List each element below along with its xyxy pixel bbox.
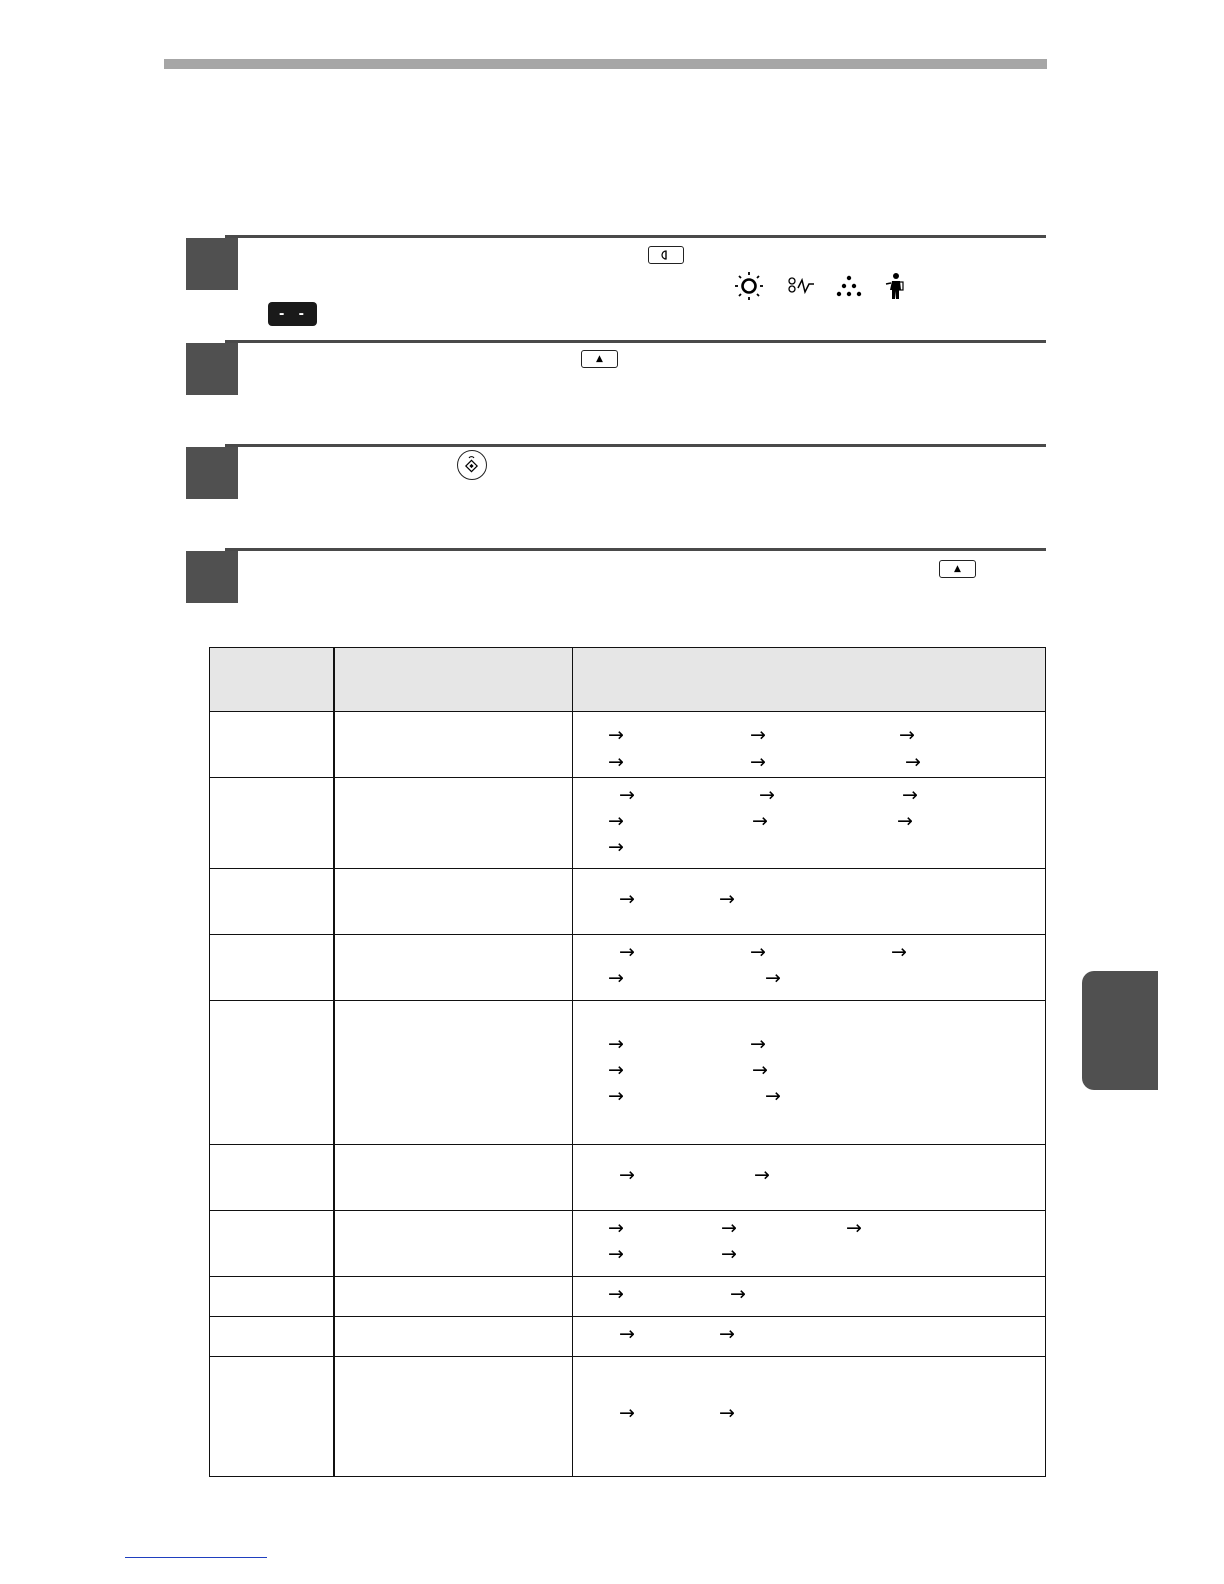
arrow-icon: →	[619, 941, 635, 963]
contrast-key-icon	[648, 246, 684, 264]
settings-cell	[573, 1211, 1046, 1277]
arrow-icon: →	[608, 810, 624, 832]
header-cell	[210, 648, 334, 712]
arrow-icon: →	[619, 784, 635, 806]
table-row	[210, 1001, 1046, 1145]
arrow-icon: →	[765, 967, 781, 989]
table-row	[210, 935, 1046, 1001]
arrow-icon: →	[765, 1085, 781, 1107]
arrow-icon: →	[719, 888, 735, 910]
step-4	[186, 548, 1046, 608]
settings-cell	[573, 712, 1046, 778]
name-cell	[334, 1211, 573, 1277]
arrow-icon: →	[905, 751, 921, 773]
arrow-icon: →	[619, 1164, 635, 1186]
arrow-icon: →	[891, 941, 907, 963]
name-cell	[334, 1317, 573, 1357]
program-cell	[210, 1317, 334, 1357]
program-cell	[210, 712, 334, 778]
settings-cell	[573, 1277, 1046, 1317]
footer-link-underline	[125, 1557, 267, 1558]
step-number-box	[186, 343, 238, 395]
up-arrow-key-icon: ▲	[581, 350, 618, 368]
arrow-icon: →	[608, 1243, 624, 1265]
header-cell	[573, 648, 1046, 712]
table-header-row	[210, 648, 1046, 712]
step-number-box	[186, 447, 238, 499]
arrow-icon: →	[750, 751, 766, 773]
table-row	[210, 1277, 1046, 1317]
start-key-icon	[457, 450, 487, 480]
chapter-tab	[1082, 971, 1158, 1090]
table-row	[210, 778, 1046, 869]
settings-cell	[573, 1145, 1046, 1211]
user-figure-icon	[884, 272, 906, 300]
arrow-icon: →	[608, 751, 624, 773]
name-cell	[334, 1001, 573, 1145]
settings-cell	[573, 935, 1046, 1001]
arrow-icon: →	[608, 1033, 624, 1055]
arrow-icon: →	[846, 1217, 862, 1239]
settings-cell	[573, 778, 1046, 869]
up-arrow-key-icon: ▲	[939, 560, 976, 578]
arrow-icon: →	[608, 1217, 624, 1239]
program-cell	[210, 1277, 334, 1317]
arrow-icon: →	[608, 967, 624, 989]
name-cell	[334, 778, 573, 869]
program-cell	[210, 778, 334, 869]
arrow-icon: →	[752, 810, 768, 832]
arrow-icon: →	[719, 1323, 735, 1345]
toner-dots-icon	[836, 274, 862, 298]
top-rule	[164, 59, 1047, 69]
arrow-icon: →	[899, 724, 915, 746]
settings-cell	[573, 1357, 1046, 1477]
step-divider	[225, 444, 1046, 447]
table-row	[210, 1317, 1046, 1357]
arrow-icon: →	[750, 724, 766, 746]
arrow-icon: →	[750, 941, 766, 963]
program-cell	[210, 1145, 334, 1211]
arrow-icon: →	[608, 836, 624, 858]
arrow-icon: →	[721, 1243, 737, 1265]
table-row	[210, 1211, 1046, 1277]
table-row	[210, 1145, 1046, 1211]
program-cell	[210, 935, 334, 1001]
program-cell	[210, 1357, 334, 1477]
arrow-icon: →	[902, 784, 918, 806]
name-cell	[334, 1357, 573, 1477]
settings-cell	[573, 1317, 1046, 1357]
arrow-icon: →	[754, 1164, 770, 1186]
program-cell	[210, 869, 334, 935]
table-row	[210, 1357, 1046, 1477]
step-divider	[225, 235, 1046, 238]
name-cell	[334, 869, 573, 935]
arrow-icon: →	[608, 1283, 624, 1305]
program-cell	[210, 1001, 334, 1145]
settings-table	[209, 647, 1046, 1477]
step-divider	[225, 548, 1046, 551]
name-cell	[334, 712, 573, 778]
name-cell	[334, 1145, 573, 1211]
display-readout: - -	[268, 302, 317, 326]
arrow-icon: →	[608, 1059, 624, 1081]
arrow-icon: →	[619, 888, 635, 910]
settings-cell	[573, 869, 1046, 935]
arrow-icon: →	[750, 1033, 766, 1055]
step-number-box	[186, 238, 238, 290]
name-cell	[334, 1277, 573, 1317]
step-number-box	[186, 551, 238, 603]
step-3	[186, 444, 1046, 504]
name-cell	[334, 935, 573, 1001]
arrow-icon: →	[608, 724, 624, 746]
arrow-icon: →	[619, 1402, 635, 1424]
arrow-icon: →	[759, 784, 775, 806]
arrow-icon: →	[752, 1059, 768, 1081]
arrow-icon: →	[897, 810, 913, 832]
table-row	[210, 869, 1046, 935]
arrow-icon: →	[721, 1217, 737, 1239]
arrow-icon: →	[719, 1402, 735, 1424]
arrow-icon: →	[730, 1283, 746, 1305]
table-row	[210, 712, 1046, 778]
step-divider	[225, 340, 1046, 343]
step-2	[186, 340, 1046, 400]
exposure-sun-icon	[733, 270, 765, 302]
program-cell	[210, 1211, 334, 1277]
exposure-text-icon	[786, 274, 816, 298]
arrow-icon: →	[608, 1085, 624, 1107]
header-cell	[334, 648, 573, 712]
settings-cell	[573, 1001, 1046, 1145]
arrow-icon: →	[619, 1323, 635, 1345]
